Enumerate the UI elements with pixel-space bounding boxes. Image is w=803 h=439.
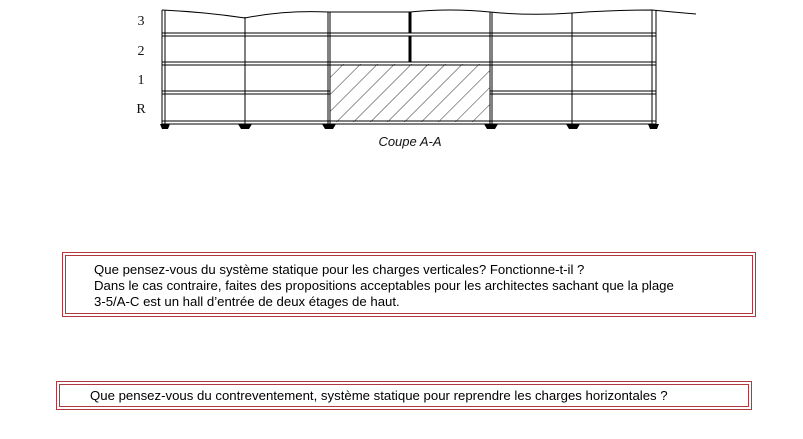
question-box-bracing [56,381,752,410]
level-label-2: 2 [137,44,145,59]
question-box-inner [65,255,753,314]
question-line-2: Dans le cas contraire, faites des propositions acceptables pour les architectes sachant que la plage [94,278,674,293]
hall-void-hatch [330,64,490,122]
foundations [160,124,659,129]
level-label-r: R [136,102,146,117]
question-bracing-text: Que pensez-vous du contreventement, système statique pour reprendre les charges horizontales ? [90,388,668,403]
question-line-3: 3-5/A-C est un hall d’entrée de deux étages de haut. [94,294,400,309]
roof-line [162,10,696,18]
section-caption: Coupe A-A [378,134,442,149]
question-line-1: Que pensez-vous du système statique pour les charges verticales? Fonctionne-t-il ? [94,262,585,277]
question-box-inner [59,384,749,407]
level-label-1: 1 [137,73,145,88]
level-label-3: 3 [137,14,145,29]
question-box-vertical-loads [62,252,756,317]
